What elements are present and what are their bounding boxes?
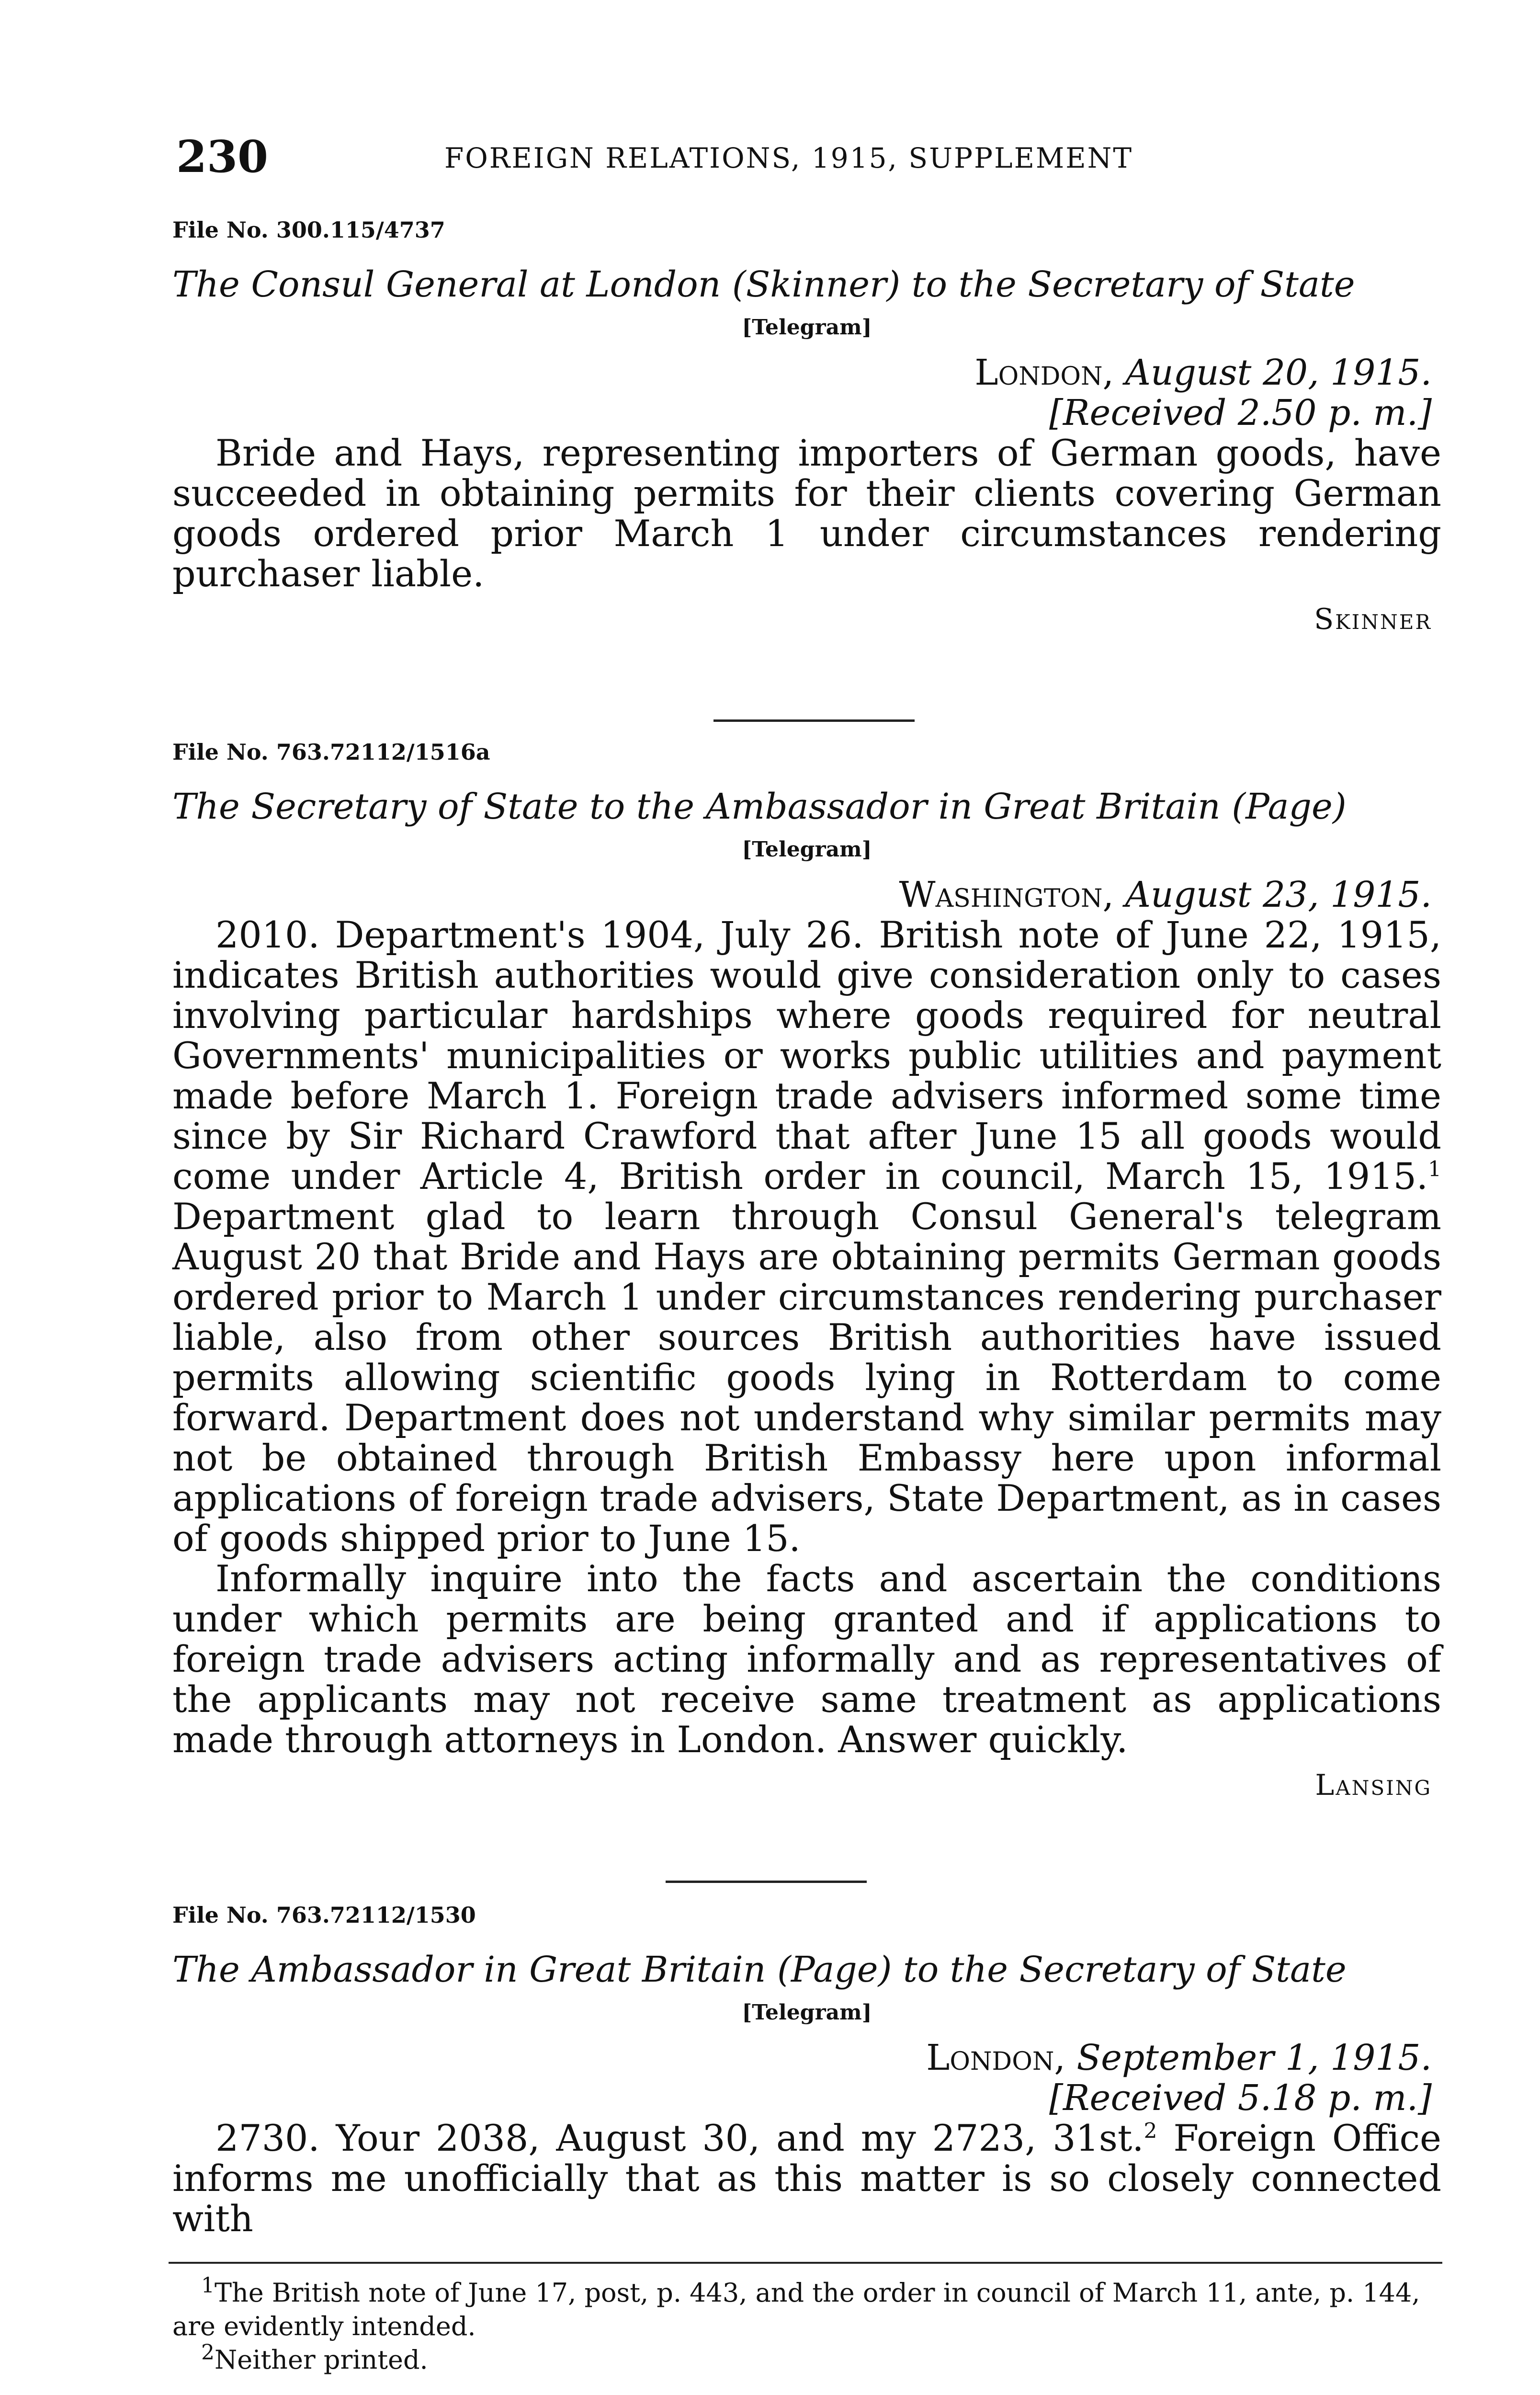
footnote-ref: 1: [1428, 1157, 1441, 1182]
paragraph-text: Foreign Office informs me unofficially that as this matter is so closely connected with: [172, 2117, 1441, 2240]
dateline: [172, 353, 1432, 393]
document-body: [172, 915, 1441, 1760]
file-number: File No. 300.115/4737: [172, 217, 445, 243]
document-body: [172, 433, 1441, 594]
footnote-ref: 2: [1144, 2119, 1157, 2144]
document-title: The Consul General at London (Skinner) to the Secretary of State: [172, 264, 1355, 305]
file-number: File No. 763.72112/1516a: [172, 739, 490, 765]
footnote-1: [172, 2273, 1441, 2343]
body-paragraph: [172, 915, 1441, 1559]
dateline: [172, 2038, 1432, 2078]
footnote-mark: 2: [201, 2340, 215, 2365]
signature: Lansing: [1315, 1768, 1432, 1802]
footnote-rule: [169, 2262, 1442, 2264]
separator-rule: [713, 719, 915, 722]
dateline-place: Washington,: [899, 874, 1114, 915]
body-paragraph: [172, 2118, 1441, 2239]
telegram-label: [Telegram]: [742, 837, 872, 862]
dateline-place: London,: [974, 352, 1114, 393]
footnotes: [172, 2273, 1441, 2377]
signature: Skinner: [1314, 603, 1432, 636]
dateline-place: London,: [926, 2037, 1065, 2078]
paragraph-text: Department glad to learn through Consul General's telegram August 20 that Bride and Hays are obtaining permits German goods ordered prior to March 1 under circumstances rendering purchaser liable, also from other sources British authorities have issued permits allowing scientific goods lying in Rotterdam to come forward. Department does not understand why similar permits may not be obtained through British Embassy here upon informal applications of foreign trade advisers, State Department, as in cases of goods shipped prior to June 15.: [172, 1195, 1441, 1560]
page-number: 230: [176, 131, 269, 182]
running-title: FOREIGN RELATIONS, 1915, SUPPLEMENT: [444, 142, 1133, 174]
file-number: File No. 763.72112/1530: [172, 1902, 476, 1928]
dateline-date: September 1, 1915.: [1076, 2037, 1432, 2078]
telegram-label: [Telegram]: [742, 2000, 872, 2025]
paragraph-text: 2730. Your 2038, August 30, and my 2723, 31st.: [215, 2117, 1144, 2159]
received-note: [Received 5.18 p. m.]: [1049, 2077, 1432, 2119]
dateline-date: August 23, 1915.: [1125, 874, 1432, 915]
received-note: [Received 2.50 p. m.]: [1049, 392, 1432, 433]
running-header: [176, 130, 1440, 183]
footnote-text: Neither printed.: [215, 2345, 428, 2375]
telegram-label: [Telegram]: [742, 315, 872, 340]
body-paragraph: Informally inquire into the facts and ascertain the conditions under which permits are being granted and if applications to foreign trade advisers acting informally and as representatives of the applicants may not receive same treatment as applications made through attorneys in London. Answer quickly.: [172, 1557, 1441, 1761]
document-skinner-telegram: [172, 216, 1441, 641]
body-paragraph: Bride and Hays, representing importers of German goods, have succeeded in obtaining permits for their clients covering German goods ordered prior March 1 under circumstances rendering purchaser liable.: [172, 432, 1441, 595]
document-title: The Secretary of State to the Ambassador in Great Britain (Page): [172, 786, 1347, 827]
document-title: The Ambassador in Great Britain (Page) to the Secretary of State: [172, 1949, 1347, 1990]
separator-rule: [666, 1881, 867, 1883]
dateline-date: August 20, 1915.: [1125, 352, 1432, 393]
document-body: [172, 2118, 1441, 2239]
dateline: [172, 875, 1432, 915]
document-lansing-telegram: [172, 738, 1441, 1807]
footnote-text: The British note of June 17, post, p. 443, and the order in council of March 11, ante, p. 144, are evidently intended.: [172, 2278, 1420, 2341]
footnote-mark: 1: [201, 2273, 215, 2298]
document-page-telegram: [172, 1901, 1441, 2239]
paragraph-text: 2010. Department's 1904, July 26. British note of June 22, 1915, indicates British authorities would give consideration only to cases involving particular hardships where goods required for neutral Governments' municipalities or works public utilities and payment made before March 1. Foreign trade advisers informed some time since by Sir Richard Crawford that after June 15 all goods would come under Article 4, British order in council, March 15, 1915.: [172, 913, 1441, 1198]
footnote-2: [172, 2340, 1441, 2377]
